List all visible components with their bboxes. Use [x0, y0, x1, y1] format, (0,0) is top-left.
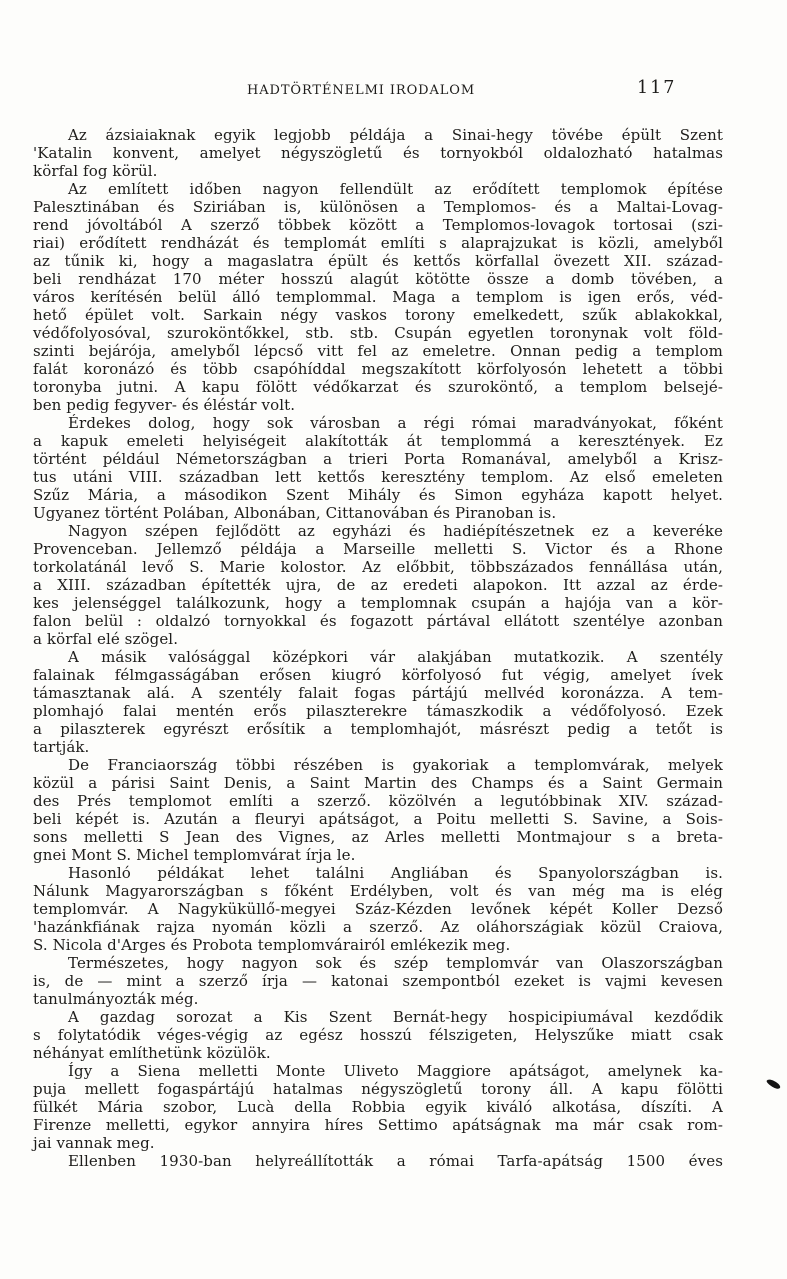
text-line: puja mellett fogaspártájú hatalmas négyszögletű torony áll. A kapu fölötti — [33, 1080, 723, 1098]
text-line: a XIII. században építették ujra, de az eredeti alapokon. Itt azzal az érde- — [33, 576, 723, 594]
text-line: a kapuk emeleti helyiségeit alakították át templommá a keresztények. Ez — [33, 432, 723, 450]
text-line: Az ázsiaiaknak egyik legjobb példája a Sinai-hegy tövébe épült Szent — [68, 126, 723, 144]
text-line: 'hazánkfiának rajza nyomán közli a szerző. Az oláhországiak közül Craiova, — [33, 918, 723, 936]
text-line: falát koronázó és több csapóhíddal megszakított körfolyosón lehetett a többi — [33, 360, 723, 378]
text-line: közül a párisi Saint Denis, a Saint Martin des Champs és a Saint Germain — [33, 774, 723, 792]
text-line: az tűnik ki, hogy a magaslatra épült és kettős körfallal övezett XII. század- — [33, 252, 723, 270]
text-line: körfal fog körül. — [33, 162, 158, 180]
text-line: Érdekes dolog, hogy sok városban a régi római maradványokat, főként — [68, 414, 723, 432]
text-line: hető épület volt. Sarkain négy vaskos torony emelkedett, szűk ablakokkal, — [33, 306, 723, 324]
page-body — [33, 126, 723, 1170]
text-line: templomvár. A Nagyküküllő-megyei Száz-Kézden levőnek képét Koller Dezső — [33, 900, 723, 918]
text-line: ben pedig fegyver- és éléstár volt. — [33, 396, 296, 414]
page-header — [33, 78, 723, 104]
text-line: szinti bejárója, amelyből lépcső vitt fel az emeletre. Onnan pedig a templom — [33, 342, 723, 360]
text-line: fülkét Mária szobor, Lucà della Robbia egyik kiváló alkotása, díszíti. A — [33, 1098, 723, 1116]
ink-mark — [766, 1077, 782, 1090]
text-line: védőfolyosóval, szuroköntőkkel, stb. stb. Csupán egyetlen toronynak volt föld- — [33, 324, 723, 342]
paragraph — [33, 1152, 723, 1170]
text-line: des Prés templomot említi a szerző. közölvén a legutóbbinak XIV. század- — [33, 792, 723, 810]
paragraph — [33, 864, 723, 954]
text-line: riai) erődített rendházát és templomát említi s alaprajzukat is közli, amelyből — [33, 234, 723, 252]
text-line: tanulmányozták még. — [33, 990, 199, 1008]
text-line: Nálunk Magyarországban s főként Erdélyben, volt és van még ma is elég — [33, 882, 723, 900]
text-line: jai vannak meg. — [33, 1134, 155, 1152]
text-line: gnei Mont S. Michel templomvárat írja le. — [33, 846, 356, 864]
running-title: HADTÖRTÉNELMI IRODALOM — [247, 83, 476, 98]
text-line: beli rendházat 170 méter hosszú alagút kötötte össze a domb tövében, a — [33, 270, 723, 288]
text-line: Firenze melletti, egykor annyira híres Settimo apátságnak ma már csak rom- — [33, 1116, 723, 1134]
text-line: kes jelenséggel találkozunk, hogy a templomnak csupán a hajója van a kör- — [33, 594, 723, 612]
text-line: néhányat említhetünk közülök. — [33, 1044, 271, 1062]
text-line: 'Katalin konvent, amelyet négyszögletű és tornyokból oldalozható hatalmas — [33, 144, 723, 162]
paragraph — [33, 522, 723, 648]
paragraph — [33, 756, 723, 864]
text-line: Ugyanez történt Polában, Albonában, Cittanovában és Piranoban is. — [33, 504, 557, 522]
text-line: sons melletti S Jean des Vignes, az Arles melletti Montmajour s a breta- — [33, 828, 723, 846]
text-line: Így a Siena melletti Monte Uliveto Maggiore apátságot, amelynek ka- — [68, 1062, 723, 1080]
page-number: 117 — [637, 78, 677, 98]
text-line: a pilaszterek egyrészt erősítik a templomhajót, másrészt pedig a tetőt is — [33, 720, 723, 738]
text-line: falainak félmgasságában erősen kiugró körfolyosó fut végig, amelyet ívek — [33, 666, 723, 684]
paragraph — [33, 180, 723, 414]
text-line: Provenceban. Jellemző példája a Marseille melletti S. Victor és a Rhone — [33, 540, 723, 558]
text-line: S. Nicola d'Arges és Probota templomvárairól emlékezik meg. — [33, 936, 511, 954]
text-line: Hasonló példákat lehet találni Angliában és Spanyolországban is. — [68, 864, 723, 882]
text-line: A gazdag sorozat a Kis Szent Bernát-hegy hospicipiumával kezdődik — [68, 1008, 723, 1026]
text-line: történt például Németországban a trieri Porta Romanával, amelyből a Krisz- — [33, 450, 723, 468]
paragraph — [33, 1062, 723, 1152]
text-line: s folytatódik véges-végig az egész hosszú félszigeten, Helyszűke miatt csak — [33, 1026, 723, 1044]
text-line: tartják. — [33, 738, 90, 756]
paragraph — [33, 126, 723, 180]
text-line: beli képét is. Azután a fleuryi apátságot, a Poitu melletti S. Savine, a Sois- — [33, 810, 723, 828]
text-line: Az említett időben nagyon fellendült az erődített templomok építése — [68, 180, 723, 198]
text-line: torkolatánál levő S. Marie kolostor. Az előbbit, többszázados fennállása után, — [33, 558, 723, 576]
text-line: plomhajó falai mentén erős pilaszterekre támaszkodik a védőfolyosó. Ezek — [33, 702, 723, 720]
text-line: Nagyon szépen fejlődött az egyházi és hadiépítészetnek ez a keveréke — [68, 522, 723, 540]
text-line: toronyba jutni. A kapu fölött védőkarzat és szuroköntő, a templom belsejé- — [33, 378, 723, 396]
paragraph — [33, 954, 723, 1008]
text-line: A másik valósággal középkori vár alakjában mutatkozik. A szentély — [68, 648, 723, 666]
text-line: Természetes, hogy nagyon sok és szép templomvár van Olaszországban — [68, 954, 723, 972]
text-line: a körfal elé szögel. — [33, 630, 179, 648]
text-line: is, de — mint a szerző írja — katonai szempontból ezeket is vajmi kevesen — [33, 972, 723, 990]
text-line: De Franciaország többi részében is gyakoriak a templomvárak, melyek — [68, 756, 723, 774]
paragraph — [33, 648, 723, 756]
text-line: Szűz Mária, a másodikon Szent Mihály és Simon egyháza kapott helyet. — [33, 486, 723, 504]
text-line: támasztanak alá. A szentély falait fogas pártájú mellvéd koronázza. A tem- — [33, 684, 723, 702]
text-line: Ellenben 1930-ban helyreállították a római Tarfa-apátság 1500 éves — [68, 1152, 723, 1170]
text-line: város kerítésén belül álló templommal. Maga a templom is igen erős, véd- — [33, 288, 723, 306]
text-line: falon belül : oldalzó tornyokkal és fogazott pártával ellátott szentélye azonban — [33, 612, 723, 630]
paragraph — [33, 414, 723, 522]
text-line: Palesztinában és Sziriában is, különösen a Templomos- és a Maltai-Lovag- — [33, 198, 723, 216]
text-line: tus utáni VIII. században lett kettős keresztény templom. Az első emeleten — [33, 468, 723, 486]
text-line: rend jóvoltából A szerző többek között a Templomos-lovagok tortosai (szi- — [33, 216, 723, 234]
paragraph — [33, 1008, 723, 1062]
